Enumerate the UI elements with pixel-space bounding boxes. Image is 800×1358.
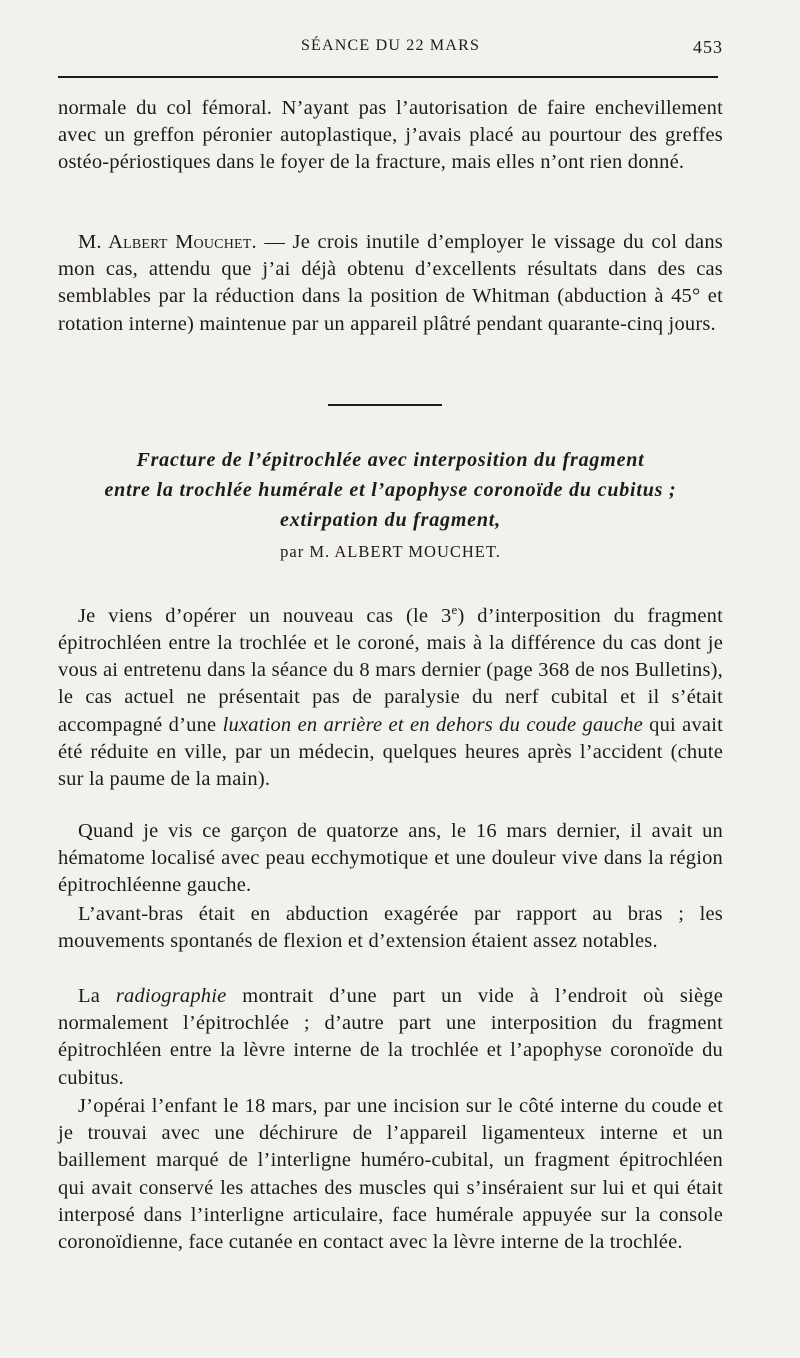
title-line: Fracture de l’épitrochlée avec interposition du fragment [136, 449, 645, 471]
body-paragraph-5: J’opérai l’enfant le 18 mars, par une incision sur le côté interne du coude et je trouvai avec une déchirure de l’appareil ligamenteux interne et un baillement marqué de l’interligne huméro-cubital, un fragment épitrochléen qui avait conservé les attaches des muscles qui s’inséraient sur lui et qui était interposé dans l’interligne articulaire, face humérale appuyée sur la console coronoïdienne, face cutanée en contact avec la lèvre interne de la trochlée. [58, 1095, 723, 1254]
header-rule [58, 76, 718, 78]
body-paragraph-2: Quand je vis ce garçon de quatorze ans, le 16 mars dernier, il avait un hématome localisé avec peau ecchymotique et une douleur vive dans la région épitrochléenne gauche. [58, 820, 723, 897]
page-number: 453 [693, 37, 723, 57]
reply-paragraph [58, 229, 723, 338]
title-line: extirpation du fragment, [280, 509, 501, 531]
italic-run: radiographie [115, 985, 227, 1007]
body-paragraph-4 [58, 983, 723, 1092]
running-head: SÉANCE DU 22 MARS [300, 37, 481, 54]
article-byline: par M. ALBERT MOUCHET. [280, 542, 501, 561]
article-title [58, 445, 723, 535]
body-paragraph-1 [58, 596, 723, 793]
text-run: montrait d’une part un vide à l’endroit où siège normalement l’épitrochlée ; d’autre part une interposition du fragment épitrochléen entre la lèvre interne de la trochlée et l’apophyse coronoïde du cubitus. [58, 985, 723, 1089]
continuation-paragraph: normale du col fémoral. N’ayant pas l’autorisation de faire enchevillement avec un greffon péronier autoplastique, j’avais placé au pourtour des greffes ostéo-périostiques dans le foyer de la fracture, mais elles n’ont rien donné. [58, 97, 723, 174]
page-header [58, 37, 723, 61]
italic-run: luxation en arrière et en dehors du coude gauche [222, 713, 643, 736]
text-run: ) d’interposition du fragment épitrochléen entre la trochlée et le coroné, mais à la différence du cas dont je vous ai entretenu dans la séance du 8 mars dernier (page 368 de nos Bulletins), le cas actuel ne présentait pas de paralysie du nerf cubital et il s’était accompagné d’une [58, 604, 724, 736]
speaker-name: M. Albert Mouchet. [78, 231, 257, 253]
title-line: entre la trochlée humérale et l’apophyse coronoïde du cubitus ; [104, 479, 677, 501]
reply-text: — Je crois inutile d’employer le vissage du col dans mon cas, attendu que j’ai déjà obtenu d’excellents résultats dans des cas semblables par la réduction dans la position de Whitman (abduction à 45° et rotation interne) maintenue par un appareil plâtré pendant quarante-cinq jours. [58, 231, 723, 335]
section-separator [328, 404, 442, 406]
text-run: La [78, 985, 116, 1007]
text-run: Je viens d’opérer un nouveau cas (le 3 [78, 604, 452, 627]
body-paragraph-3: L’avant-bras était en abduction exagérée par rapport au bras ; les mouvements spontanés de flexion et d’extension étaient assez notables. [58, 903, 723, 953]
text-run: qui avait été réduite en ville, par un médecin, quelques heures après l’accident (chute sur la paume de la main). [58, 713, 724, 791]
superscript: e [451, 602, 458, 617]
